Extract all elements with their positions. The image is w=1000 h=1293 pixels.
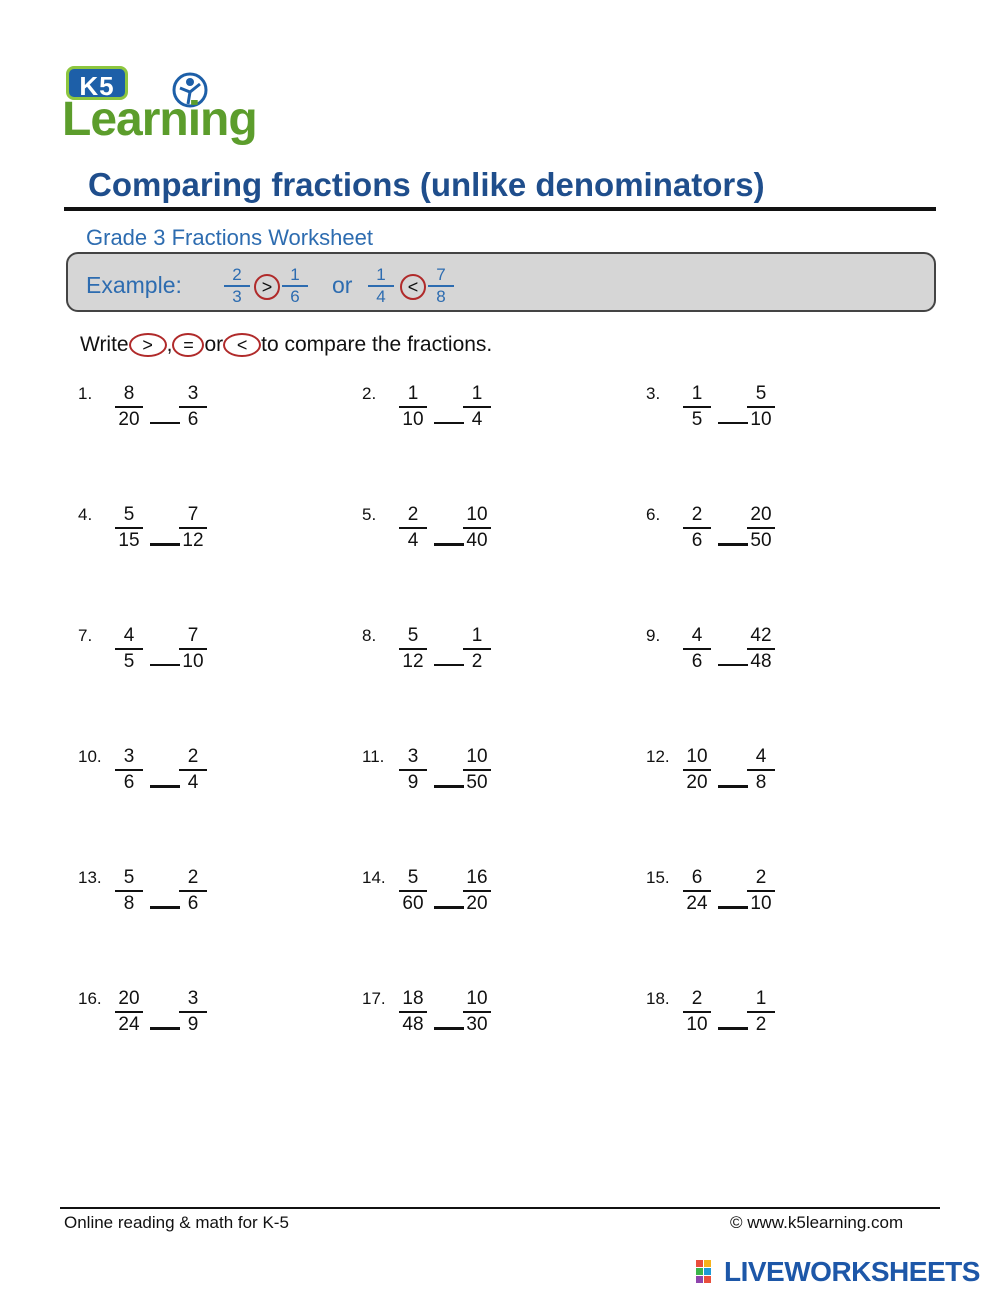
fraction-numerator: 8 <box>123 383 135 404</box>
fraction <box>744 624 778 674</box>
fraction-numerator: 2 <box>187 867 199 888</box>
fraction <box>460 382 494 432</box>
problem-number: 2. <box>362 384 377 403</box>
problem-3 <box>646 382 906 442</box>
example2-left-fraction <box>368 265 394 307</box>
fraction-numerator: 42 <box>750 625 772 646</box>
problem-number: 3. <box>646 384 661 403</box>
fraction <box>460 503 494 553</box>
fraction <box>112 987 146 1037</box>
fraction <box>396 503 430 553</box>
problem-7 <box>78 624 338 684</box>
fraction-denominator: 8 <box>123 893 135 914</box>
fraction <box>744 745 778 795</box>
fraction <box>680 987 714 1037</box>
fraction <box>396 866 430 916</box>
fraction-denominator: 24 <box>686 893 708 914</box>
instructions-suffix: to compare the fractions. <box>261 333 493 356</box>
problem-12 <box>646 745 906 805</box>
fraction-denominator: 12 <box>182 530 204 551</box>
greater-than-oval: > <box>129 333 167 357</box>
worksheet-subtitle: Grade 3 Fractions Worksheet <box>86 225 373 250</box>
problem-number: 10. <box>78 747 102 766</box>
fraction <box>744 866 778 916</box>
fraction <box>396 987 430 1037</box>
fraction-denominator: 12 <box>402 651 424 672</box>
fraction <box>176 503 210 553</box>
fraction-numerator: 4 <box>123 625 135 646</box>
liveworksheets-logo-icon <box>696 1260 720 1284</box>
fraction <box>744 382 778 432</box>
fraction-numerator: 20 <box>118 988 140 1009</box>
fraction <box>680 624 714 674</box>
fraction-denominator: 50 <box>750 530 772 551</box>
fraction-numerator: 3 <box>407 746 419 767</box>
fraction-numerator: 5 <box>407 625 419 646</box>
fraction-denominator: 50 <box>466 772 488 793</box>
problem-11 <box>362 745 622 805</box>
fraction-numerator: 5 <box>123 867 135 888</box>
fraction <box>680 866 714 916</box>
problem-13 <box>78 866 338 926</box>
problem-17 <box>362 987 622 1047</box>
problem-number: 12. <box>646 747 670 766</box>
fraction-numerator: 1 <box>376 265 386 284</box>
fraction-numerator: 1 <box>755 988 767 1009</box>
example2-symbol: < <box>400 274 426 300</box>
fraction-numerator: 1 <box>290 265 300 284</box>
problem-number: 1. <box>78 384 93 403</box>
problem-16 <box>78 987 338 1047</box>
fraction-numerator: 7 <box>187 625 199 646</box>
fraction-denominator: 6 <box>187 893 199 914</box>
problem-2 <box>362 382 622 442</box>
example2-right-fraction <box>428 265 454 307</box>
problem-9 <box>646 624 906 684</box>
fraction-denominator: 10 <box>750 893 772 914</box>
example1-left-fraction <box>224 265 250 307</box>
fraction-denominator: 10 <box>686 1014 708 1035</box>
fraction <box>680 382 714 432</box>
fraction-denominator: 4 <box>407 530 419 551</box>
fraction <box>680 745 714 795</box>
fraction <box>176 382 210 432</box>
instructions-prefix: Write <box>80 333 129 356</box>
fraction-denominator: 5 <box>123 651 135 672</box>
problem-18 <box>646 987 906 1047</box>
fraction <box>396 745 430 795</box>
fraction <box>396 624 430 674</box>
fraction-denominator: 8 <box>436 286 446 306</box>
fraction-numerator: 3 <box>187 383 199 404</box>
problem-number: 6. <box>646 505 661 524</box>
footer-copyright: © www.k5learning.com <box>730 1213 904 1232</box>
title-divider <box>64 207 936 211</box>
fraction-numerator: 10 <box>466 504 488 525</box>
problem-4 <box>78 503 338 563</box>
example-or: or <box>332 272 353 298</box>
fraction-numerator: 16 <box>466 867 488 888</box>
fraction-denominator: 20 <box>466 893 488 914</box>
fraction-denominator: 4 <box>471 409 483 430</box>
fraction-denominator: 6 <box>691 651 703 672</box>
fraction-denominator: 6 <box>691 530 703 551</box>
example1-right-fraction <box>282 265 308 307</box>
problem-6 <box>646 503 906 563</box>
fraction-denominator: 30 <box>466 1014 488 1035</box>
fraction-denominator: 4 <box>187 772 199 793</box>
problem-number: 17. <box>362 989 386 1008</box>
fraction-numerator: 2 <box>407 504 419 525</box>
fraction-denominator: 2 <box>755 1014 767 1035</box>
fraction-numerator: 2 <box>232 265 242 284</box>
liveworksheets-watermark <box>696 1256 996 1290</box>
fraction-numerator: 4 <box>755 746 767 767</box>
fraction <box>460 745 494 795</box>
fraction <box>744 503 778 553</box>
fraction-denominator: 10 <box>750 409 772 430</box>
instructions <box>80 333 492 357</box>
fraction-numerator: 1 <box>471 625 483 646</box>
fraction-denominator: 2 <box>471 651 483 672</box>
fraction-numerator: 10 <box>466 746 488 767</box>
fraction-numerator: 20 <box>750 504 772 525</box>
fraction-numerator: 1 <box>407 383 419 404</box>
problem-number: 11. <box>362 747 385 766</box>
watermark-text: LIVEWORKSHEETS <box>724 1256 980 1287</box>
problem-8 <box>362 624 622 684</box>
problem-number: 7. <box>78 626 93 645</box>
problem-number: 18. <box>646 989 670 1008</box>
fraction-denominator: 48 <box>402 1014 424 1035</box>
problem-number: 4. <box>78 505 93 524</box>
problem-14 <box>362 866 622 926</box>
fraction-denominator: 20 <box>686 772 708 793</box>
fraction <box>176 624 210 674</box>
fraction-denominator: 40 <box>466 530 488 551</box>
fraction-denominator: 15 <box>118 530 140 551</box>
page-title: Comparing fractions (unlike denominators) <box>88 166 765 203</box>
fraction-denominator: 20 <box>118 409 140 430</box>
fraction-numerator: 5 <box>407 867 419 888</box>
fraction-numerator: 3 <box>187 988 199 1009</box>
fraction-denominator: 9 <box>407 772 419 793</box>
fraction-numerator: 7 <box>187 504 199 525</box>
fraction-numerator: 5 <box>123 504 135 525</box>
problem-15 <box>646 866 906 926</box>
fraction-numerator: 2 <box>755 867 767 888</box>
problem-number: 14. <box>362 868 386 887</box>
fraction <box>176 987 210 1037</box>
fraction <box>176 745 210 795</box>
fraction-denominator: 10 <box>402 409 424 430</box>
footer-tagline: Online reading & math for K-5 <box>64 1213 289 1232</box>
fraction-numerator: 4 <box>691 625 703 646</box>
fraction-denominator: 48 <box>750 651 772 672</box>
problem-number: 16. <box>78 989 102 1008</box>
problem-10 <box>78 745 338 805</box>
instructions-comma: , <box>166 333 173 356</box>
fraction-numerator: 1 <box>471 383 483 404</box>
equals-oval: = <box>172 333 204 357</box>
fraction-numerator: 10 <box>686 746 708 767</box>
fraction-denominator: 6 <box>290 286 300 306</box>
fraction <box>112 866 146 916</box>
example1-symbol: > <box>254 274 280 300</box>
fraction <box>396 382 430 432</box>
less-than-oval: < <box>223 333 261 357</box>
logo-word: Learning <box>62 93 257 146</box>
fraction-numerator: 10 <box>466 988 488 1009</box>
fraction-denominator: 9 <box>187 1014 199 1035</box>
example-box <box>66 252 936 312</box>
fraction <box>680 503 714 553</box>
fraction <box>460 866 494 916</box>
fraction-numerator: 2 <box>691 988 703 1009</box>
problem-5 <box>362 503 622 563</box>
example-label: Example: <box>86 272 182 298</box>
problem-number: 15. <box>646 868 670 887</box>
logo-badge: K5 <box>66 66 128 100</box>
fraction <box>744 987 778 1037</box>
fraction-numerator: 18 <box>402 988 424 1009</box>
fraction-denominator: 4 <box>376 286 386 306</box>
fraction <box>176 866 210 916</box>
instructions-or: or <box>204 333 224 356</box>
fraction-denominator: 3 <box>232 286 242 306</box>
problem-number: 5. <box>362 505 377 524</box>
fraction-denominator: 24 <box>118 1014 140 1035</box>
fraction <box>460 624 494 674</box>
problem-1 <box>78 382 338 442</box>
fraction-numerator: 1 <box>691 383 703 404</box>
fraction <box>460 987 494 1037</box>
fraction-denominator: 8 <box>755 772 767 793</box>
fraction-numerator: 5 <box>755 383 767 404</box>
fraction-numerator: 2 <box>691 504 703 525</box>
fraction <box>112 745 146 795</box>
problem-number: 9. <box>646 626 661 645</box>
fraction-denominator: 5 <box>691 409 703 430</box>
fraction-denominator: 60 <box>402 893 424 914</box>
fraction <box>112 624 146 674</box>
fraction-numerator: 2 <box>187 746 199 767</box>
k5-learning-logo <box>62 64 257 146</box>
fraction-denominator: 10 <box>182 651 204 672</box>
fraction-numerator: 3 <box>123 746 135 767</box>
footer-divider <box>60 1207 940 1209</box>
fraction-numerator: 6 <box>691 867 703 888</box>
fraction <box>112 382 146 432</box>
fraction <box>112 503 146 553</box>
fraction-denominator: 6 <box>123 772 135 793</box>
problem-number: 13. <box>78 868 102 887</box>
fraction-numerator: 7 <box>436 265 446 284</box>
problem-number: 8. <box>362 626 377 645</box>
fraction-denominator: 6 <box>187 409 199 430</box>
